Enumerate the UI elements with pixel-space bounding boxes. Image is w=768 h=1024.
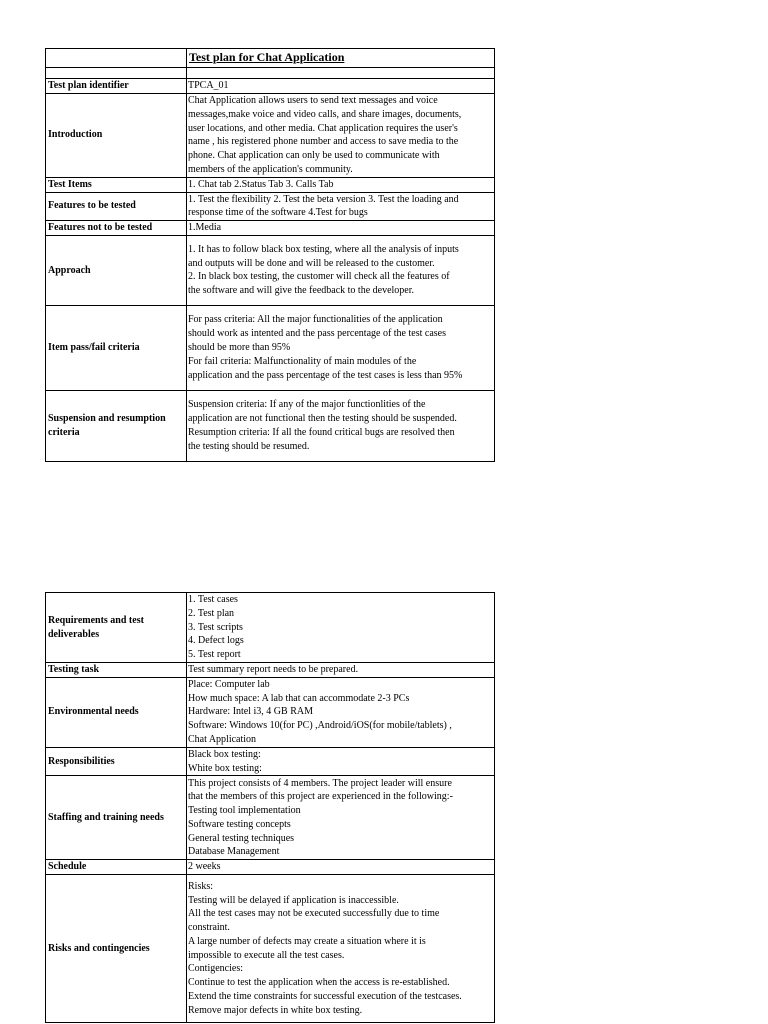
table-row <box>46 875 495 1023</box>
row-value <box>187 192 495 221</box>
value-line: Resumption criteria: If all the found critical bugs are resolved then <box>188 426 455 438</box>
table-row <box>46 177 495 192</box>
title-row <box>46 49 495 68</box>
table-row <box>46 776 495 860</box>
value-line: Software testing concepts <box>188 818 291 830</box>
title-label-cell <box>46 49 187 68</box>
row-value <box>187 177 495 192</box>
value-line: user locations, and other media. Chat application requires the user's <box>188 122 458 134</box>
row-value <box>187 79 495 94</box>
value-line: the testing should be resumed. <box>188 440 310 452</box>
value-line: members of the application's community. <box>188 163 353 175</box>
value-line: phone. Chat application can only be used to communicate with <box>188 150 440 162</box>
value-line: General testing techniques <box>188 832 295 844</box>
row-label: Test plan identifier <box>46 79 187 94</box>
value-line: Suspension criteria: If any of the major functionlities of the <box>188 399 426 411</box>
value-line: 3. Test scripts <box>188 621 243 633</box>
row-value <box>187 677 495 747</box>
value-line: and outputs will be done and will be released to the customer. <box>188 257 435 269</box>
row-value <box>187 221 495 236</box>
value-line: 1.Media <box>188 222 222 234</box>
table-row <box>46 221 495 236</box>
table-row <box>46 235 495 305</box>
row-value <box>187 747 495 776</box>
table-row <box>46 663 495 678</box>
value-line: response time of the software 4.Test for bugs <box>188 207 368 219</box>
table-row <box>46 305 495 390</box>
row-value <box>187 235 495 305</box>
row-value <box>187 593 495 663</box>
value-line: that the members of this project are experienced in the following:- <box>188 791 453 803</box>
row-value <box>187 860 495 875</box>
row-label: Requirements and test deliverables <box>46 593 187 663</box>
value-line: This project consists of 4 members. The project leader will ensure <box>188 777 452 789</box>
value-line: All the test cases may not be executed successfully due to time <box>188 908 440 920</box>
value-line: 1. Test cases <box>188 594 238 605</box>
value-line: TPCA_01 <box>188 80 229 91</box>
value-line: Risks: <box>188 880 214 892</box>
row-label: Risks and contingencies <box>46 875 187 1023</box>
value-line: constraint. <box>188 922 230 934</box>
document-title: Test plan for Chat Application <box>187 49 495 68</box>
value-line: 1. It has to follow black box testing, where all the analysis of inputs <box>188 243 459 255</box>
row-label: Testing task <box>46 663 187 678</box>
value-line: should work as intented and the pass percentage of the test cases <box>188 328 446 340</box>
row-label: Environmental needs <box>46 677 187 747</box>
row-value <box>187 390 495 461</box>
row-label: Responsibilities <box>46 747 187 776</box>
value-line: Continue to test the application when the access is re-established. <box>188 977 450 989</box>
value-line: Testing will be delayed if application is inaccessible. <box>188 894 399 906</box>
value-line: impossible to execute all the test cases. <box>188 949 345 961</box>
row-label: Introduction <box>46 93 187 177</box>
row-label: Staffing and training needs <box>46 776 187 860</box>
value-line: 1. Test the flexibility 2. Test the beta version 3. Test the loading and <box>188 193 459 205</box>
value-line: Place: Computer lab <box>188 678 270 690</box>
table-row <box>46 747 495 776</box>
table-row <box>46 593 495 663</box>
value-line: Software: Windows 10(for PC) ,Android/iOS(for mobile/tablets) , <box>188 720 452 732</box>
row-label: Schedule <box>46 860 187 875</box>
row-label: Item pass/fail criteria <box>46 305 187 390</box>
spacer-cell <box>46 68 187 79</box>
value-line: For fail criteria: Malfunctionality of main modules of the <box>188 355 417 367</box>
value-line: White box testing: <box>188 762 262 774</box>
value-line: application and the pass percentage of the test cases is less than 95% <box>188 369 463 381</box>
table-row <box>46 93 495 177</box>
table-row <box>46 79 495 94</box>
value-line: 2. Test plan <box>188 607 235 619</box>
value-line: Extend the time constraints for successful execution of the testcases. <box>188 991 462 1003</box>
row-label: Test Items <box>46 177 187 192</box>
row-label: Suspension and resumption criteria <box>46 390 187 461</box>
table-row <box>46 860 495 875</box>
row-value <box>187 93 495 177</box>
value-line: 2. In black box testing, the customer will check all the features of <box>188 271 450 283</box>
row-value <box>187 305 495 390</box>
value-line: A large number of defects may create a situation where it is <box>188 935 426 947</box>
value-line: should be more than 95% <box>188 342 291 354</box>
value-line: Database Management <box>188 846 280 858</box>
value-line: Chat Application allows users to send text messages and voice <box>188 94 438 106</box>
row-label: Features to be tested <box>46 192 187 221</box>
value-line: Testing tool implementation <box>188 805 301 817</box>
value-line: name , his registered phone number and access to save media to the <box>188 136 459 148</box>
value-line: Chat Application <box>188 733 257 745</box>
row-value <box>187 663 495 678</box>
spacer-cell <box>187 68 495 79</box>
value-line: 1. Chat tab 2.Status Tab 3. Calls Tab <box>188 178 334 190</box>
value-line: Test summary report needs to be prepared. <box>188 664 359 675</box>
value-line: Hardware: Intel i3, 4 GB RAM <box>188 706 313 718</box>
test-plan-table-part-2 <box>45 592 495 1023</box>
value-line: the software and will give the feedback to the developer. <box>188 285 415 297</box>
value-line: 2 weeks <box>188 861 221 873</box>
row-label: Features not to be tested <box>46 221 187 236</box>
table-row <box>46 677 495 747</box>
value-line: How much space: A lab that can accommodate 2-3 PCs <box>188 692 410 704</box>
row-value <box>187 776 495 860</box>
row-label: Approach <box>46 235 187 305</box>
table-row <box>46 192 495 221</box>
spacer-row <box>46 68 495 79</box>
value-line: messages,make voice and video calls, and share images, documents, <box>188 108 462 120</box>
value-line: 4. Defect logs <box>188 635 244 647</box>
table-row <box>46 390 495 461</box>
value-line: Contigencies: <box>188 963 243 975</box>
value-line: application are not functional then the testing should be suspended. <box>188 413 457 425</box>
test-plan-table-part-1 <box>45 48 495 462</box>
value-line: Remove major defects in white box testing. <box>188 1004 363 1016</box>
row-value <box>187 875 495 1023</box>
value-line: 5. Test report <box>188 649 241 661</box>
value-line: Black box testing: <box>188 748 261 760</box>
value-line: For pass criteria: All the major functionalities of the application <box>188 314 443 326</box>
